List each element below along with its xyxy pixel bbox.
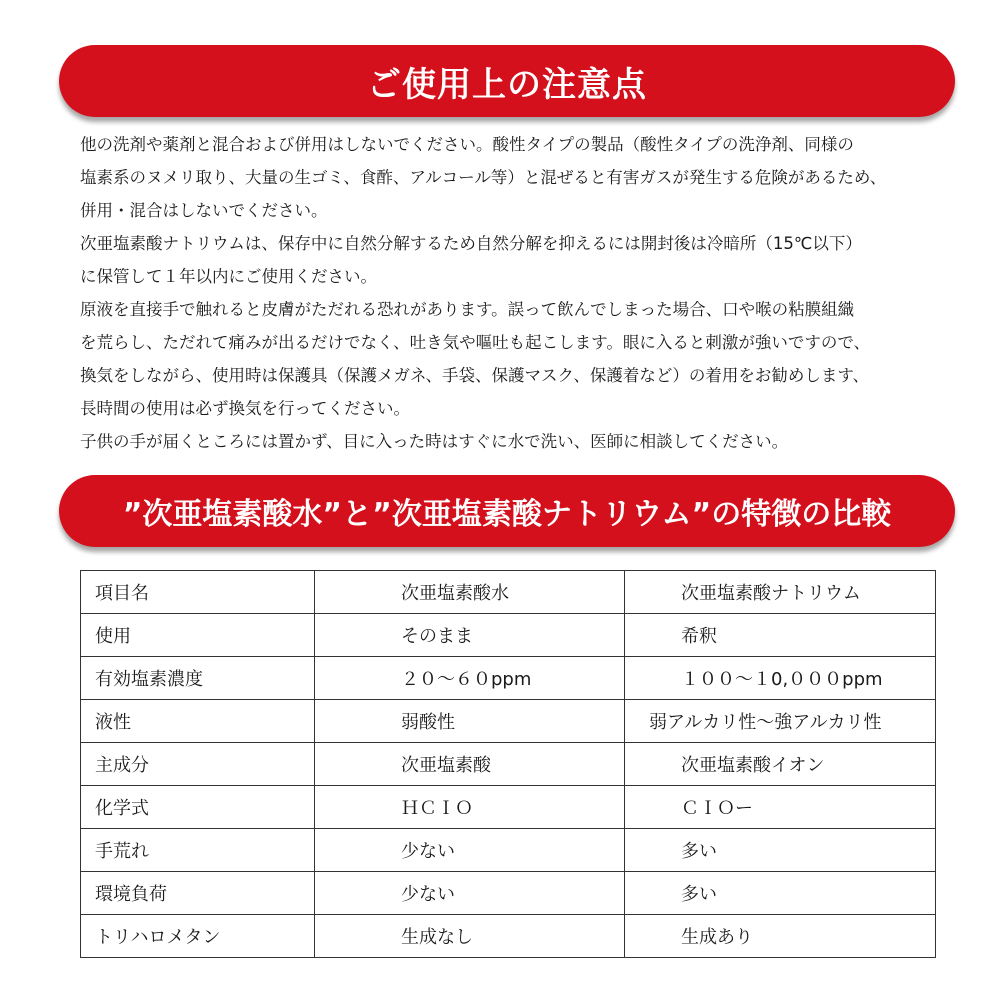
table-row — [81, 657, 936, 700]
table-cell: 手荒れ — [81, 829, 315, 872]
comparison-title: ”次亜塩素酸水”と”次亜塩素酸ナトリウム”の特徴の比較 — [122, 497, 892, 532]
table-cell: 少ない — [315, 829, 625, 872]
caution-line: 他の洗剤や薬剤と混合および併用はしないでください。酸性タイプの製品（酸性タイプの洗浄剤、同様の — [80, 135, 854, 154]
table-cell: 使用 — [81, 614, 315, 657]
hypochlorous-water-header-cell: 次亜塩素酸水 — [315, 571, 625, 614]
table-row — [81, 915, 936, 958]
table-cell: 弱アルカリ性～強アルカリ性 — [625, 700, 936, 743]
comparison-table — [80, 570, 936, 958]
table-cell: ２０～６０ppm — [315, 657, 625, 700]
table-cell: 生成なし — [315, 915, 625, 958]
table-cell: 希釈 — [625, 614, 936, 657]
caution-line: 子供の手が届くところには置かず、目に入った時はすぐに水で洗い、医師に相談してください。 — [80, 432, 789, 451]
table-cell: 有効塩素濃度 — [81, 657, 315, 700]
table-row — [81, 700, 936, 743]
table-row — [81, 829, 936, 872]
table-cell: トリハロメタン — [81, 915, 315, 958]
table-cell: 多い — [625, 872, 936, 915]
table-cell: 多い — [625, 829, 936, 872]
table-cell: そのまま — [315, 614, 625, 657]
table-cell: 液性 — [81, 700, 315, 743]
comparison-banner — [59, 475, 955, 547]
table-cell: 化学式 — [81, 786, 315, 829]
table-cell: 主成分 — [81, 743, 315, 786]
caution-line: 次亜塩素酸ナトリウムは、保存中に自然分解するため自然分解を抑えるには開封後は冷暗所（15℃以下） — [80, 234, 862, 253]
caution-line: 長時間の使用は必ず換気を行ってください。 — [80, 399, 410, 418]
caution-line: に保管して１年以内にご使用ください。 — [80, 267, 377, 286]
caution-line: 原液を直接手で触れると皮膚がただれる恐れがあります。誤って飲んでしまった場合、口や喉の粘膜組織 — [80, 300, 855, 319]
caution-line: 塩素系のヌメリ取り、大量の生ゴミ、食酢、アルコール等）と混ぜると有害ガスが発生する危険があるため、 — [80, 168, 887, 187]
table-row — [81, 614, 936, 657]
table-row — [81, 786, 936, 829]
table-row — [81, 571, 936, 614]
caution-line: 併用・混合はしないでください。 — [80, 201, 328, 220]
table-cell: 環境負荷 — [81, 872, 315, 915]
table-cell: ＨＣＩＯ — [315, 786, 625, 829]
table-row — [81, 872, 936, 915]
table-row — [81, 743, 936, 786]
caution-title: ご使用上の注意点 — [367, 64, 647, 105]
item-header-cell: 項目名 — [81, 571, 315, 614]
table-cell: １００～１0,０００ppm — [625, 657, 936, 700]
table-cell: ＣＩＯー — [625, 786, 936, 829]
caution-banner — [59, 45, 955, 117]
table-cell: 少ない — [315, 872, 625, 915]
caution-line: 換気をしながら、使用時は保護具（保護メガネ、手袋、保護マスク、保護着など）の着用をお勧めします、 — [80, 366, 870, 385]
table-cell: 次亜塩素酸 — [315, 743, 625, 786]
table-cell: 次亜塩素酸イオン — [625, 743, 936, 786]
table-cell: 弱酸性 — [315, 700, 625, 743]
table-cell: 生成あり — [625, 915, 936, 958]
caution-line: を荒らし、ただれて痛みが出るだけでなく、吐き気や嘔吐も起こします。眼に入ると刺激が強いですので、 — [80, 333, 871, 352]
caution-notes — [80, 128, 960, 458]
sodium-hypochlorite-header-cell: 次亜塩素酸ナトリウム — [625, 571, 936, 614]
